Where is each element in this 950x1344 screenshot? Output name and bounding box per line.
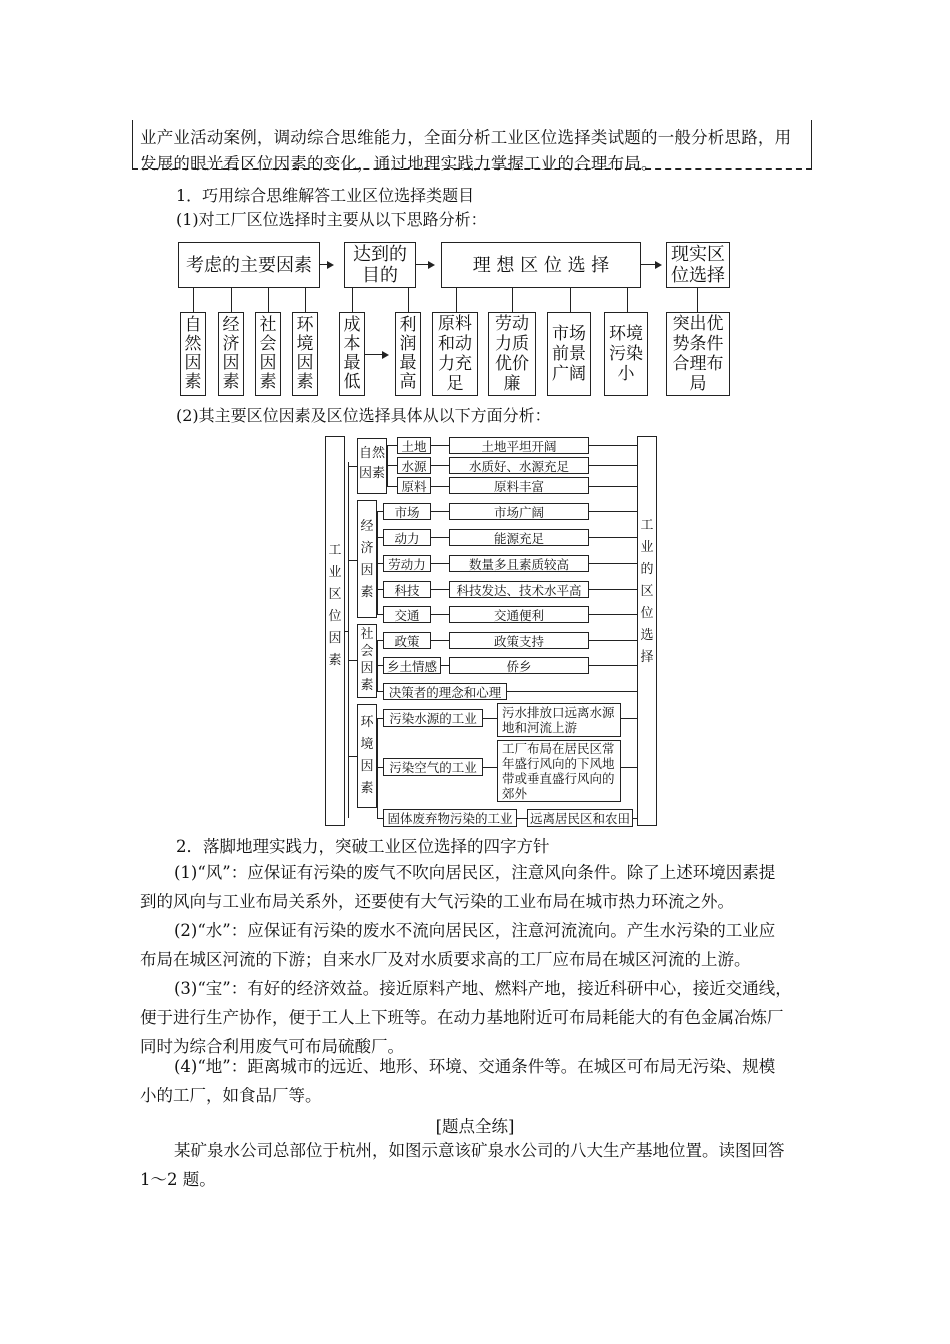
tree-env-item-2: 污染空气的工业: [383, 758, 483, 776]
practice-heading: [题点全练]: [435, 1117, 515, 1136]
practice-question: 某矿泉水公司总部位于杭州，如图示意该矿泉水公司的八大生产基地位置。读图回答 1～2 题。: [140, 1141, 785, 1189]
tree-natural-detail-1: 土地平坦开阔: [449, 437, 589, 454]
flow-ideal-2: 劳动力质优价廉: [488, 312, 536, 396]
tree-natural-item-1: 土地: [397, 437, 431, 454]
flow-factor-social: 社会因素: [255, 312, 281, 396]
flow-ideal-3: 市场前景广阔: [547, 312, 591, 396]
tree-social-detail-1: 政策支持: [449, 632, 589, 649]
tree-natural-detail-3: 原料丰富: [449, 477, 589, 494]
tree-economic-item-1: 市场: [383, 503, 431, 520]
tree-natural-item-3: 原料: [397, 477, 431, 494]
tree-economic-item-3: 劳动力: [383, 555, 431, 572]
tree-social-item-2: 乡土情感: [383, 657, 441, 674]
tree-natural-item-2: 水源: [397, 457, 431, 474]
tree-economic-item-5: 交通: [383, 606, 431, 623]
flow-box-goal: 达到的目的: [344, 242, 416, 288]
section2-paragraph-treasure: (3)“宝”：有好的经济效益。接近原料产地、燃料产地，接近科研中心，接近交通线， 便于进行生产协作，便于工人上下班等。在动力基地附近可布局耗能大的有色金属冶炼厂 同时为综合利用废气可布局硫酸厂。: [140, 979, 792, 1056]
flow-factor-natural: 自然因素: [180, 312, 206, 396]
tree-economic-detail-4: 科技发达、技术水平高: [449, 581, 589, 598]
flow-box-real: 现实区位选择: [666, 242, 730, 288]
intro-line-2: 发展的眼光看区位因素的变化，通过地理实践力掌握工业的合理布局。: [140, 154, 658, 173]
tree-environment-label: 环境因素: [360, 715, 374, 796]
tree-env-detail-3: 远离居民区和农田: [527, 809, 633, 827]
tree-economic-item-2: 动力: [383, 529, 431, 546]
section2-paragraph-land: (4)“地”：距离城市的远近、地形、环境、交通条件等。在城区可布局无污染、规模 小的工厂，如食品厂等。: [140, 1057, 776, 1105]
tree-env-detail-1: 污水排放口远离水源地和河流上游: [497, 703, 621, 737]
flow-box-main-factors: 考虑的主要因素: [178, 242, 320, 288]
section1-title: 1．巧用综合思维解答工业区位选择类题目: [176, 186, 475, 205]
section2-paragraph-wind: (1)“风”：应保证有污染的废气不吹向居民区，注意风向条件。除了上述环境因素提 到的风向与工业布局关系外，还要使有大气污染的工业布局在城市热力环流之外。: [140, 863, 776, 911]
tree-economic-detail-2: 能源充足: [449, 529, 589, 546]
tree-economic-detail-5: 交通便利: [449, 606, 589, 623]
flow-ideal-1: 原料和动力充足: [432, 312, 478, 396]
tree-social-extra: 决策者的理念和心理: [383, 683, 507, 700]
flow-arrow-2: [428, 261, 435, 269]
flow-factor-environment: 环境因素: [292, 312, 318, 396]
tree-result-label: 工业的区位选择: [640, 518, 654, 665]
flow-arrow-1: [327, 261, 334, 269]
tree-natural-detail-2: 水质好、水源充足: [449, 457, 589, 474]
flow-goal-profit: 利润最高: [395, 312, 421, 396]
tree-env-item-1: 污染水源的工业: [383, 709, 483, 727]
flow-arrow-3: [655, 261, 662, 269]
intro-line-1: 业产业活动案例，调动综合思维能力，全面分析工业区位选择类试题的一般分析思路，用: [140, 128, 792, 147]
tree-natural-label: 自然因素: [358, 446, 385, 481]
tree-root-label: 工业区位因素: [328, 543, 342, 668]
flow-arrow-4: [382, 351, 389, 359]
tree-economic-detail-1: 市场广阔: [449, 503, 589, 520]
flow-real-result: 突出优势条件合理布局: [666, 312, 730, 396]
flow-goal-cost: 成本最低: [339, 312, 365, 396]
section1-sub2: (2)其主要区位因素及区位选择具体从以下方面分析：: [176, 406, 551, 425]
section1-sub1: (1)对工厂区位选择时主要从以下思路分析：: [176, 210, 487, 229]
tree-economic-label: 经济因素: [360, 519, 374, 600]
section2-title: 2．落脚地理实践力，突破工业区位选择的四字方针: [176, 837, 550, 856]
tree-social-item-1: 政策: [383, 632, 431, 649]
tree-social-label: 社会因素: [360, 627, 374, 693]
tree-economic-item-4: 科技: [383, 581, 431, 598]
section2-paragraph-water: (2)“水”：应保证有污染的废水不流向居民区，注意河流流向。产生水污染的工业应 布局在城区河流的下游；自来水厂及对水质要求高的工厂应布局在城区河流的上游。: [140, 921, 776, 969]
tree-economic-detail-3: 数量多且素质较高: [449, 555, 589, 572]
flow-factor-economic: 经济因素: [218, 312, 244, 396]
flow-ideal-4: 环境污染小: [604, 312, 648, 396]
tree-env-detail-2: 工厂布局在居民区常年盛行风向的下风地带或垂直盛行风向的郊外: [497, 740, 621, 802]
tree-social-detail-2: 侨乡: [449, 657, 589, 674]
flow-box-ideal: 理 想 区 位 选 择: [441, 242, 641, 288]
tree-env-item-3: 固体废弃物污染的工业: [383, 809, 517, 827]
